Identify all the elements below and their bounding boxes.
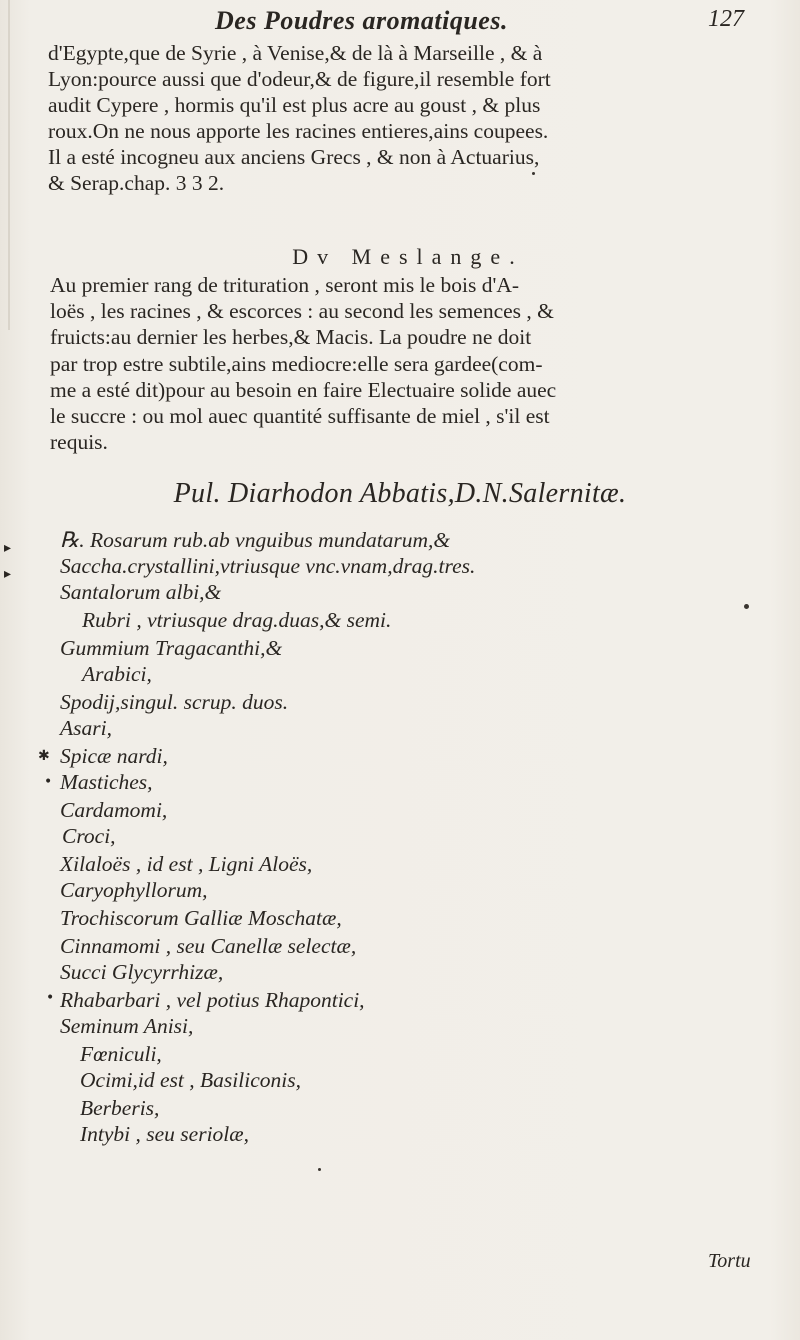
recipe-item: Rhabarbari , vel potius Rhapontici, [60, 988, 365, 1012]
recipe-item: Xilaloës , id est , Ligni Aloës, [60, 852, 313, 876]
text-line: Il a esté incogneu aux anciens Grecs , & non à Actuarius, [48, 145, 540, 169]
margin-mark: ✱ [38, 748, 50, 764]
recipe-item: Mastiches, [60, 770, 153, 794]
page-edge-shadow [8, 0, 10, 330]
recipe-item: Caryophyllorum, [60, 878, 208, 902]
recipe-item: Spicæ nardi, [60, 744, 168, 768]
text-line: le succre : ou mol auec quantité suffisante de miel , s'il est [50, 403, 550, 428]
recipe-item: Trochiscorum Galliæ Moschatæ, [60, 906, 342, 930]
recipe-item: Berberis, [80, 1096, 160, 1120]
intro-text [48, 40, 768, 196]
running-title: Des Poudres aromatiques. [215, 6, 508, 35]
text-line: me a esté dit)pour au besoin en faire Electuaire solide auec [50, 377, 557, 402]
page-number: 127 [708, 6, 744, 32]
margin-mark: • [46, 990, 55, 1006]
section-heading: Dv Meslange. [292, 244, 524, 269]
recipe-item: Ocimi,id est , Basiliconis, [80, 1068, 301, 1092]
recipe-item: Saccha.crystallini,vtriusque vnc.vnam,drag.tres. [60, 554, 476, 578]
recipe-item: Gummium Tragacanthi,& [60, 636, 283, 660]
recipe-item: Santalorum albi,& [60, 580, 222, 604]
recipe-item: Cardamomi, [60, 798, 168, 822]
text-line: audit Cypere , hormis qu'il est plus acre au goust , & plus [48, 93, 541, 117]
recipe-item: Intybi , seu seriolæ, [80, 1122, 249, 1146]
ink-speck [318, 1168, 321, 1171]
ink-speck [532, 172, 535, 175]
text-line: roux.On ne nous apporte les racines entieres,ains coupees. [48, 119, 549, 143]
recipe-item: Spodij,singul. scrup. duos. [60, 690, 289, 714]
text-line: & Serap.chap. 3 3 2. [48, 171, 225, 195]
text-line: Au premier rang de trituration , seront mis le bois d'A- [50, 273, 520, 297]
ink-speck [744, 604, 749, 609]
recipe-item: Fœniculi, [80, 1042, 162, 1066]
margin-mark: ▸ [4, 540, 12, 556]
recipe-item: Arabici, [82, 662, 152, 686]
text-line: requis. [50, 430, 108, 455]
text-line: loës , les racines , & escorces : au second les semences , & [50, 299, 554, 324]
recipe-item: Succi Glycyrrhizæ, [60, 960, 224, 984]
recipe-item: Cinnamomi , seu Canellæ selectæ, [60, 934, 357, 958]
recipe-item: Asari, [60, 716, 112, 740]
text-line: par trop estre subtile,ains mediocre:elle sera gardee(com- [50, 351, 543, 376]
margin-mark: • [44, 774, 53, 790]
recipe-item: ℞. Rosarum rub.ab vnguibus mundatarum,& [60, 528, 451, 552]
recipe-item: Seminum Anisi, [60, 1014, 194, 1038]
text-line: d'Egypte,que de Syrie , à Venise,& de là à Marseille , & à [48, 41, 543, 65]
recipe-title: Pul. Diarhodon Abbatis,D.N.Salernitæ. [173, 478, 627, 509]
margin-mark: ▸ [4, 566, 12, 582]
recipe-item: Croci, [62, 824, 116, 848]
running-header [0, 6, 800, 38]
paragraph [50, 272, 770, 455]
text-line: Lyon:pource aussi que d'odeur,& de figure,il resemble fort [48, 67, 551, 91]
text-line: fruicts:au dernier les herbes,& Macis. La poudre ne doit [50, 325, 532, 350]
catchword: Tortu [708, 1250, 751, 1272]
recipe-item: Rubri , vtriusque drag.duas,& semi. [82, 608, 392, 632]
